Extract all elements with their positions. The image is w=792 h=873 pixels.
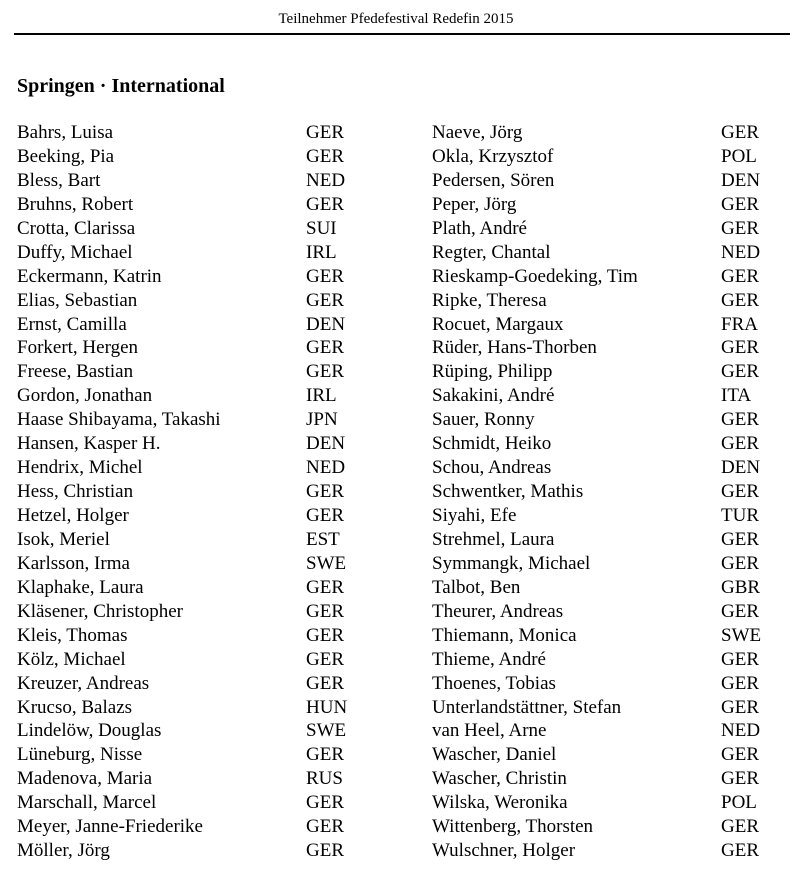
participant-name: Strehmel, Laura — [432, 528, 555, 550]
participant-name: Schwentker, Mathis — [432, 481, 584, 503]
participant-nation: EST — [306, 528, 340, 550]
participant-row — [432, 384, 762, 408]
participant-name: Kreuzer, Andreas — [17, 672, 150, 694]
participant-row — [432, 672, 762, 696]
participant-row — [17, 336, 357, 360]
participant-row — [432, 504, 762, 528]
participant-name: Bahrs, Luisa — [17, 122, 114, 143]
participant-row — [17, 600, 357, 624]
participant-row — [17, 815, 357, 839]
participant-name: Hess, Christian — [17, 481, 134, 503]
participant-row — [17, 528, 357, 552]
participant-nation: GER — [306, 840, 344, 862]
header-divider — [14, 33, 790, 35]
participant-row — [432, 265, 762, 289]
participant-name: Naeve, Jörg — [432, 122, 523, 143]
participant-nation: GER — [721, 600, 759, 622]
participant-nation: GER — [306, 145, 344, 167]
participant-list-left — [17, 121, 357, 863]
participant-nation: GER — [721, 433, 759, 455]
participant-row — [432, 313, 762, 337]
participant-row — [17, 552, 357, 576]
participant-nation: GER — [721, 744, 759, 766]
participant-row — [17, 719, 357, 743]
participant-nation: SWE — [306, 720, 347, 742]
participant-name: Rieskamp-Goedeking, Tim — [432, 265, 638, 287]
participant-row — [17, 408, 357, 432]
participant-nation: GER — [721, 672, 759, 694]
participant-nation: DEN — [306, 433, 346, 455]
participant-name: Sakakini, André — [432, 385, 555, 407]
participant-nation: FRA — [721, 313, 758, 335]
participant-nation: NED — [306, 169, 346, 191]
participant-name: Wittenberg, Thorsten — [432, 816, 594, 838]
participant-name: Lüneburg, Nisse — [17, 744, 143, 766]
participant-nation: HUN — [306, 696, 348, 718]
participant-name: Pedersen, Sören — [432, 169, 555, 191]
participant-row — [432, 743, 762, 767]
participant-nation: GER — [306, 122, 344, 143]
participant-row — [432, 169, 762, 193]
participant-row — [432, 624, 762, 648]
participant-name: Krucso, Balazs — [17, 696, 133, 718]
participant-row — [432, 241, 762, 265]
participant-name: Hetzel, Holger — [17, 505, 129, 526]
participant-name: Thoenes, Tobias — [432, 672, 556, 694]
participant-row — [17, 313, 357, 337]
participant-nation: GER — [721, 816, 759, 838]
participant-nation: DEN — [306, 313, 346, 335]
participant-row — [17, 791, 357, 815]
participant-row — [432, 456, 762, 480]
participant-nation: SUI — [306, 217, 337, 239]
participant-nation: ITA — [721, 385, 752, 407]
participant-row — [17, 121, 357, 145]
participant-nation: GER — [721, 122, 759, 143]
participant-name: Hendrix, Michel — [17, 457, 143, 479]
participant-nation: GBR — [721, 576, 761, 598]
participant-name: Marschall, Marcel — [17, 792, 157, 814]
participant-row — [432, 696, 762, 720]
participant-nation: GER — [306, 816, 344, 838]
participant-name: Symmangk, Michael — [432, 552, 591, 574]
participant-name: Schmidt, Heiko — [432, 433, 552, 455]
participant-name: Peper, Jörg — [432, 193, 517, 215]
participant-name: Madenova, Maria — [17, 768, 153, 790]
participant-nation: GER — [721, 696, 759, 718]
participant-nation: GER — [721, 361, 759, 383]
participant-nation: GER — [306, 624, 344, 646]
participant-nation: IRL — [306, 385, 337, 407]
participant-row — [17, 672, 357, 696]
participant-row — [17, 504, 357, 528]
participant-nation: GER — [306, 193, 344, 215]
participant-nation: NED — [721, 241, 761, 263]
participant-nation: DEN — [721, 169, 761, 191]
participant-name: Ernst, Camilla — [17, 313, 127, 335]
participant-nation: SWE — [721, 624, 762, 646]
participant-name: Hansen, Kasper H. — [17, 433, 161, 455]
participant-name: Meyer, Janne-Friederike — [17, 816, 203, 838]
participant-nation: NED — [306, 457, 346, 479]
participant-name: Wulschner, Holger — [432, 840, 576, 862]
participant-row — [17, 624, 357, 648]
participant-row — [17, 384, 357, 408]
participant-row — [432, 121, 762, 145]
participant-name: Eckermann, Katrin — [17, 265, 162, 287]
participant-name: Lindelöw, Douglas — [17, 720, 162, 742]
participant-row — [432, 767, 762, 791]
participant-nation: GER — [721, 193, 759, 215]
participant-row — [432, 839, 762, 863]
participant-row — [17, 265, 357, 289]
participant-row — [432, 719, 762, 743]
participant-name: Möller, Jörg — [17, 840, 110, 862]
participant-name: Unterlandstättner, Stefan — [432, 696, 622, 718]
participant-name: Thieme, André — [432, 648, 546, 670]
participant-name: Wascher, Christin — [432, 768, 567, 790]
participant-name: Bruhns, Robert — [17, 193, 134, 215]
participant-nation: GER — [306, 744, 344, 766]
participant-row — [432, 336, 762, 360]
participant-name: Schou, Andreas — [432, 457, 552, 479]
participant-row — [432, 193, 762, 217]
participant-row — [17, 289, 357, 313]
participant-row — [432, 480, 762, 504]
participant-name: Haase Shibayama, Takashi — [17, 409, 221, 431]
participant-name: Kölz, Michael — [17, 648, 126, 670]
participant-name: Kleis, Thomas — [17, 624, 128, 646]
participant-row — [17, 241, 357, 265]
participant-name: Thiemann, Monica — [432, 624, 577, 646]
participant-nation: GER — [306, 481, 344, 503]
participant-nation: GER — [721, 265, 759, 287]
participant-nation: GER — [721, 337, 759, 359]
participant-name: Duffy, Michael — [17, 241, 133, 263]
participant-name: Regter, Chantal — [432, 241, 551, 263]
participant-row — [17, 360, 357, 384]
participant-name: Klaphake, Laura — [17, 576, 144, 598]
participant-name: Karlsson, Irma — [17, 552, 130, 574]
participant-nation: GER — [306, 648, 344, 670]
participant-row — [432, 648, 762, 672]
participant-nation: TUR — [721, 505, 759, 526]
section-title: Springen · International — [17, 75, 225, 97]
participant-row — [432, 815, 762, 839]
participant-nation: SWE — [306, 552, 347, 574]
participant-list-right — [432, 121, 762, 863]
participant-nation: GER — [721, 552, 759, 574]
participant-nation: GER — [721, 409, 759, 431]
participant-name: Rüder, Hans-Thorben — [432, 337, 597, 359]
participant-row — [17, 576, 357, 600]
participant-nation: GER — [306, 505, 344, 526]
participant-name: Crotta, Clarissa — [17, 217, 136, 239]
participant-name: Rüping, Philipp — [432, 361, 553, 383]
participant-row — [17, 145, 357, 169]
participant-nation: GER — [306, 361, 344, 383]
participant-nation: GER — [721, 289, 759, 311]
participant-row — [432, 217, 762, 241]
participant-row — [17, 767, 357, 791]
participant-name: Rocuet, Margaux — [432, 313, 564, 335]
participant-row — [17, 743, 357, 767]
participant-nation: GER — [306, 265, 344, 287]
participant-nation: RUS — [306, 768, 343, 790]
participant-name: Okla, Krzysztof — [432, 145, 554, 167]
participant-name: Talbot, Ben — [432, 576, 521, 598]
participant-row — [17, 480, 357, 504]
participant-name: Sauer, Ronny — [432, 409, 535, 431]
participant-row — [432, 576, 762, 600]
participant-nation: POL — [721, 145, 757, 167]
participant-name: Siyahi, Efe — [432, 505, 517, 526]
participant-row — [432, 432, 762, 456]
participant-nation: NED — [721, 720, 761, 742]
participant-row — [432, 528, 762, 552]
participant-row — [432, 408, 762, 432]
participant-row — [17, 648, 357, 672]
participant-name: Isok, Meriel — [17, 528, 110, 550]
participant-row — [17, 169, 357, 193]
participant-name: Freese, Bastian — [17, 361, 134, 383]
participant-name: Ripke, Theresa — [432, 289, 547, 311]
participant-name: Elias, Sebastian — [17, 289, 138, 311]
participant-row — [17, 193, 357, 217]
participant-nation: GER — [721, 768, 759, 790]
participant-nation: GER — [306, 337, 344, 359]
participant-name: Bless, Bart — [17, 169, 101, 191]
participant-nation: GER — [721, 840, 759, 862]
participant-nation: POL — [721, 792, 757, 814]
participant-nation: GER — [306, 672, 344, 694]
participant-nation: GER — [721, 648, 759, 670]
participant-nation: GER — [721, 217, 759, 239]
document-header-title: Teilnehmer Pfedefestival Redefin 2015 — [278, 11, 514, 27]
participant-row — [432, 360, 762, 384]
participant-nation: GER — [306, 576, 344, 598]
participant-name: van Heel, Arne — [432, 720, 547, 742]
participant-row — [17, 456, 357, 480]
participant-nation: GER — [721, 528, 759, 550]
participant-name: Gordon, Jonathan — [17, 385, 153, 407]
participant-nation: GER — [306, 792, 344, 814]
participant-row — [432, 791, 762, 815]
participant-nation: JPN — [306, 409, 338, 431]
participant-row — [17, 432, 357, 456]
participant-row — [432, 289, 762, 313]
participant-name: Plath, André — [432, 217, 527, 239]
participant-name: Wascher, Daniel — [432, 744, 557, 766]
participant-name: Theurer, Andreas — [432, 600, 564, 622]
participant-name: Forkert, Hergen — [17, 337, 139, 359]
participant-row — [432, 145, 762, 169]
participant-row — [432, 600, 762, 624]
participant-nation: DEN — [721, 457, 761, 479]
participant-nation: GER — [306, 600, 344, 622]
participant-name: Beeking, Pia — [17, 145, 115, 167]
participant-name: Wilska, Weronika — [432, 792, 568, 814]
participant-nation: GER — [721, 481, 759, 503]
participant-row — [432, 552, 762, 576]
participant-nation: GER — [306, 289, 344, 311]
participant-row — [17, 696, 357, 720]
participant-name: Kläsener, Christopher — [17, 600, 183, 622]
participant-row — [17, 217, 357, 241]
participant-nation: IRL — [306, 241, 337, 263]
participant-row — [17, 839, 357, 863]
